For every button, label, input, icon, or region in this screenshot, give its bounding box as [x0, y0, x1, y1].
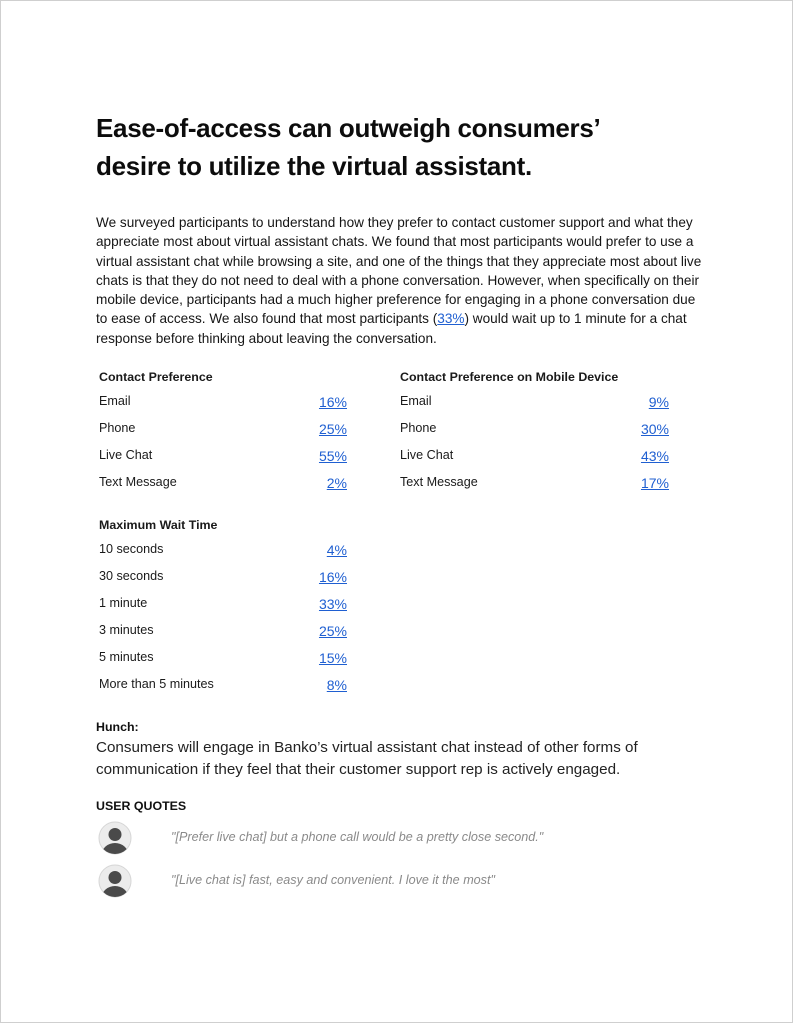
table-row: [97, 677, 347, 697]
user-quote: [98, 821, 698, 855]
table-row: [97, 650, 347, 670]
row-percent-link[interactable]: 55%: [318, 448, 347, 464]
row-percent-link[interactable]: 43%: [640, 448, 669, 464]
row-percent-link[interactable]: 30%: [640, 421, 669, 437]
table-row: [97, 448, 347, 468]
user-quote-text: "[Prefer live chat] but a phone call would be a pretty close second.": [171, 830, 544, 844]
table-row: [398, 475, 669, 495]
page-title: [96, 109, 716, 185]
intro-33-percent-link[interactable]: 33%: [437, 311, 465, 327]
row-label: Phone: [400, 421, 437, 435]
row-label: 5 minutes: [99, 650, 154, 664]
mobile-contact-preference-title: Contact Preference on Mobile Device: [400, 370, 619, 384]
user-quote: [98, 864, 698, 898]
row-percent-link[interactable]: 17%: [640, 475, 669, 491]
row-percent-link[interactable]: 16%: [318, 569, 347, 585]
row-label: 30 seconds: [99, 569, 164, 583]
row-label: 3 minutes: [99, 623, 154, 637]
intro-text-start: We surveyed participants to understand how they prefer to contact customer support and what they appreciate most about virtual assistant chats. We found that most participants would prefer to use a virtual assistant chat while browsing a site, and one of the things that they appreciate most about live chats is that they do not need to deal with a phone conversation. However, when specifically on their mobile device, participants had a much higher preference for engaging in a phone conversation due to ease of access. We also found that most participants (: [96, 215, 702, 327]
row-percent-link[interactable]: 16%: [318, 394, 347, 410]
user-avatar-icon: [98, 864, 132, 898]
contact-preference-title: Contact Preference: [99, 370, 213, 384]
table-row: [398, 394, 669, 414]
maximum-wait-time-title: Maximum Wait Time: [99, 518, 218, 532]
row-label: Text Message: [400, 475, 478, 489]
title-line-1: Ease-of-access can outweigh consumers’: [96, 113, 601, 143]
row-percent-link[interactable]: 9%: [648, 394, 669, 410]
row-label: Live Chat: [400, 448, 454, 462]
row-label: More than 5 minutes: [99, 677, 214, 691]
hunch-text: Consumers will engage in Banko’s virtual assistant chat instead of other forms of communication if they feel that their customer support rep is actively engaged.: [96, 739, 638, 778]
row-label: 1 minute: [99, 596, 148, 610]
user-avatar-icon: [98, 821, 132, 855]
row-percent-link[interactable]: 25%: [318, 623, 347, 639]
intro-paragraph: [96, 213, 708, 348]
row-percent-link[interactable]: 2%: [326, 475, 347, 491]
table-row: [97, 394, 347, 414]
row-percent-link[interactable]: 15%: [318, 650, 347, 666]
row-percent-link[interactable]: 25%: [318, 421, 347, 437]
table-row: [97, 623, 347, 643]
table-row: [97, 542, 347, 562]
row-label: Email: [400, 394, 432, 408]
table-row: [97, 596, 347, 616]
table-row: [398, 421, 669, 441]
maximum-wait-time-table: [97, 518, 347, 698]
hunch-label: Hunch:: [96, 720, 139, 734]
intro-text-end: ) would wait up to 1 minute for a chat response before thinking about leaving the conversation.: [96, 311, 687, 346]
contact-preference-table: [97, 370, 347, 495]
table-row: [97, 475, 347, 495]
row-label: Text Message: [99, 475, 177, 489]
table-row: [398, 448, 669, 468]
mobile-contact-preference-table: [398, 370, 669, 495]
user-quotes-label: USER QUOTES: [96, 799, 187, 813]
row-label: Email: [99, 394, 131, 408]
title-line-2: desire to utilize the virtual assistant.: [96, 151, 532, 181]
row-percent-link[interactable]: 4%: [326, 542, 347, 558]
row-percent-link[interactable]: 8%: [326, 677, 347, 693]
row-label: Phone: [99, 421, 136, 435]
user-quote-text: "[Live chat is] fast, easy and convenient. I love it the most": [171, 873, 495, 887]
row-label: 10 seconds: [99, 542, 164, 556]
table-row: [97, 569, 347, 589]
row-label: Live Chat: [99, 448, 153, 462]
row-percent-link[interactable]: 33%: [318, 596, 347, 612]
table-row: [97, 421, 347, 441]
